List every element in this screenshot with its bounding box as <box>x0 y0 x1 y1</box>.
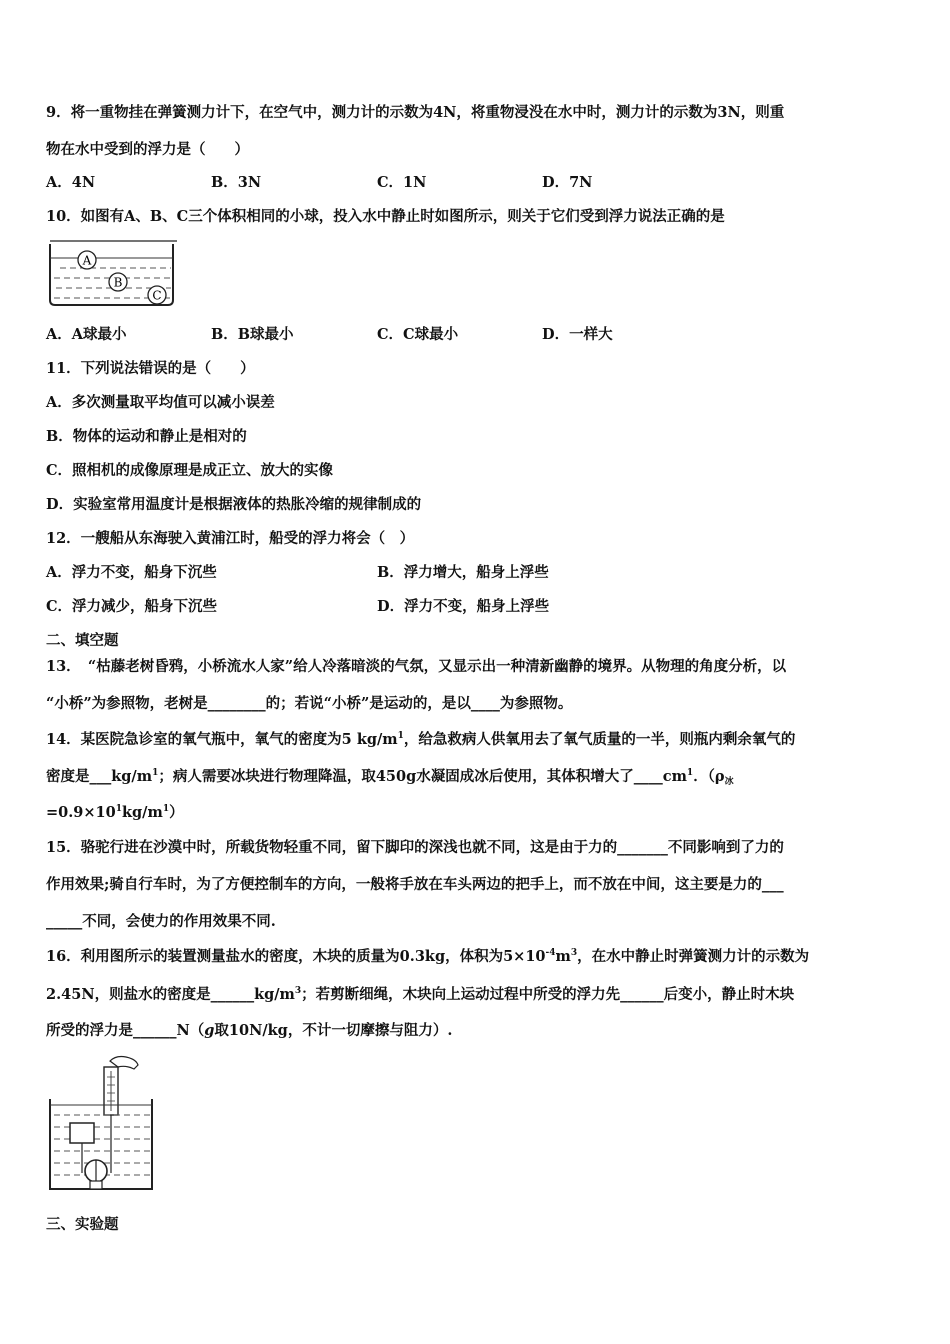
q10-beaker-figure <box>46 238 182 310</box>
q9-option-d: D．7N <box>542 174 593 191</box>
q15-stem-line1: 15．骆驼行进在沙漠中时，所载货物轻重不同，留下脚印的深浅也就不同，这是由于力的_______不同影响到了力的 <box>46 839 784 856</box>
section-heading-experiment: 三、实验题 <box>46 1216 119 1233</box>
q10-option-c: C．C球最小 <box>377 326 459 343</box>
q14-stem-line2: 密度是$\_\_\_kg/m^1$；病人需要冰块进行物理降温，取450g水凝固成冰后使用，其体积增大了$\_\_\_\_cm^1$．（$\rho_冰$ <box>46 768 734 787</box>
q11-option-a: A．多次测量取平均值可以减小误差 <box>46 394 275 411</box>
q11-option-d: D．实验室常用温度计是根据液体的热胀冷缩的规律制成的 <box>46 496 422 513</box>
q10-option-b: B．B球最小 <box>211 326 294 343</box>
q12-stem: 12．一艘船从东海驶入黄浦江时，船受的浮力将会（ ） <box>46 530 415 547</box>
q12-option-d: D．浮力不变，船身上浮些 <box>377 598 550 615</box>
q13-stem-line1: 13． “枯藤老树昏鸦，小桥流水人家”给人冷落暗淡的气氛，又显示出一种清新幽静的境界。从物理的角度分析，以 <box>46 658 787 675</box>
q16-stem-line1: 16．利用图所示的装置测量盐水的密度，木块的质量为0.3kg，体积为$5\times 10^{-4}m^3$，在水中静止时弹簧测力计的示数为 <box>46 948 810 965</box>
q12-option-b: B．浮力增大，船身上浮些 <box>377 564 549 581</box>
q14-stem-line1: 14．某医院急诊室的氧气瓶中，氧气的密度为5 $kg/m^1$，给急救病人供氧用去了氧气质量的一半，则瓶内剩余氧气的 <box>46 731 796 748</box>
q11-option-b: B．物体的运动和静止是相对的 <box>46 428 247 445</box>
q16-stem-line3: 所受的浮力是______N（g取10N/kg，不计一切摩擦与阻力）. <box>46 1022 453 1039</box>
q12-option-a: A．浮力不变，船身下沉些 <box>46 564 217 581</box>
q16-stem-line2: 2.45N，则盐水的密度是$\_\_\_\_\_\_kg/m^3$；若剪断细绳，木块向上运动过程中所受的浮力先______后变小，静止时木块 <box>46 986 795 1003</box>
q10-ball-b-label: B <box>113 275 123 290</box>
q13-stem-line2: “小桥”为参照物，老树是________的；若说“小桥”是运动的，是以____为参照物。 <box>46 695 573 712</box>
q10-option-a: A．A球最小 <box>46 326 127 343</box>
q10-stem: 10．如图有A、B、C三个体积相同的小球，投入水中静止时如图所示，则关于它们受到浮力说法正确的是 <box>46 208 725 225</box>
q9-option-a: A．4N <box>46 174 96 191</box>
q15-stem-line3: _____不同，会使力的作用效果不同. <box>46 913 276 930</box>
q10-option-d: D．一样大 <box>542 326 613 343</box>
q9-option-b: B．3N <box>211 174 262 191</box>
q15-stem-line2: 作用效果;骑自行车时，为了方便控制车的方向，一般将手放在车头两边的把手上，而不放在中间，这主要是力的___ <box>46 876 784 893</box>
q10-ball-a-label: A <box>82 253 92 268</box>
q16-apparatus-figure <box>46 1055 156 1195</box>
section-heading-fill-in: 二、填空题 <box>46 632 119 649</box>
q14-stem-line3: $=0.9\times 10^1kg/m^1$） <box>46 804 184 821</box>
q9-stem-line1: 9．将一重物挂在弹簧测力计下，在空气中，测力计的示数为4N，将重物浸没在水中时，测力计的示数为3N，则重 <box>46 104 785 121</box>
q12-option-c: C．浮力减少，船身下沉些 <box>46 598 218 615</box>
q9-option-c: C．1N <box>377 174 427 191</box>
q10-ball-c-label: C <box>152 288 162 303</box>
q9-stem-line2: 物在水中受到的浮力是（ ） <box>46 141 249 158</box>
q11-option-c: C．照相机的成像原理是成正立、放大的实像 <box>46 462 334 479</box>
q11-stem: 11．下列说法错误的是（ ） <box>46 360 255 377</box>
